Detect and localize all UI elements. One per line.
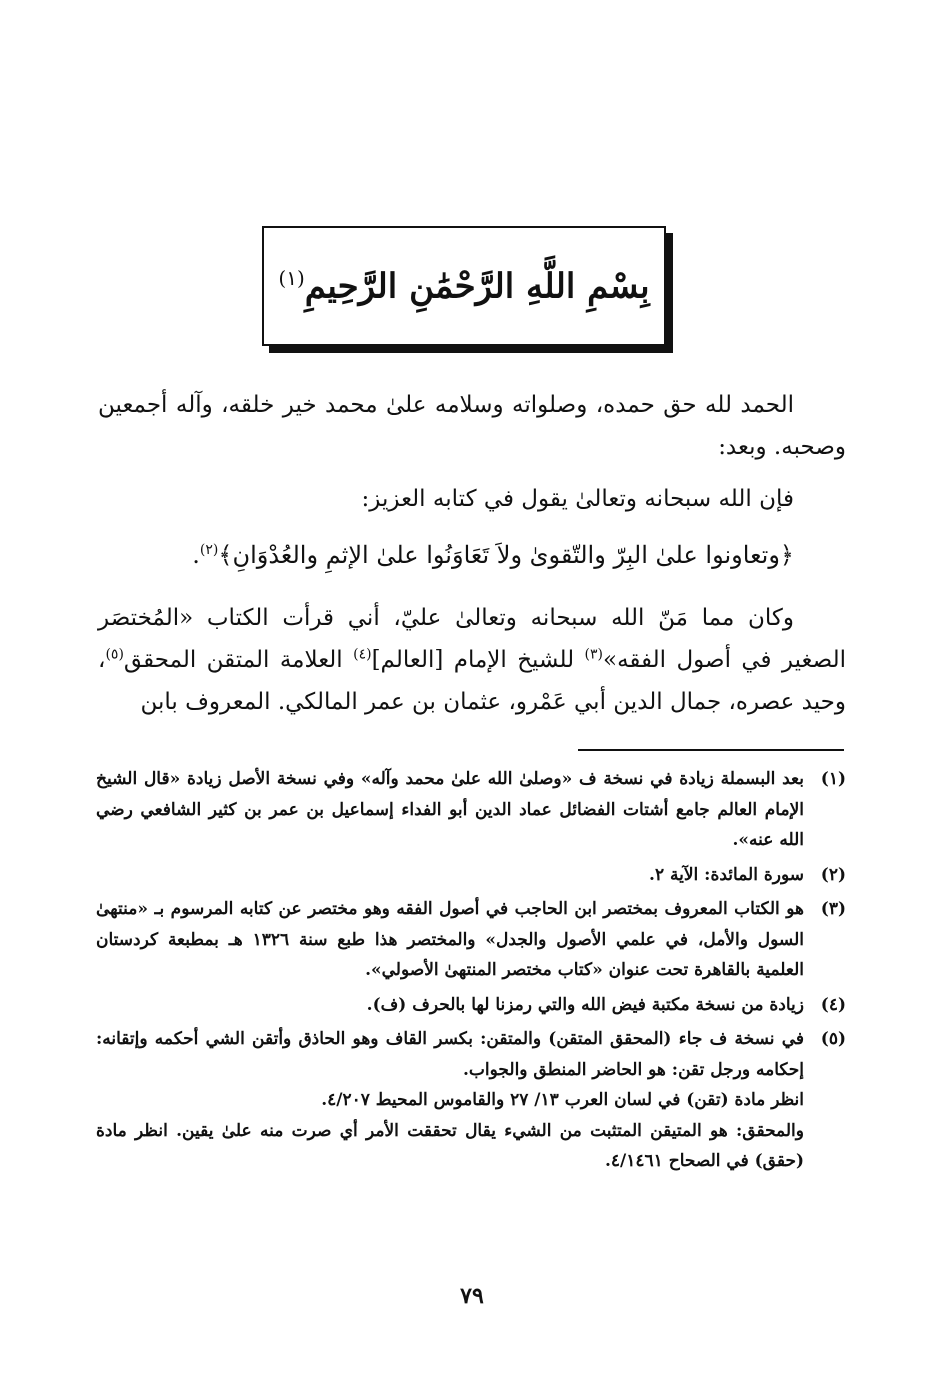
footnote-line: انظر مادة (تقن) في لسان العرب ١٣/ ٢٧ والقاموس المحيط ٤/٢٠٧. [321,1090,804,1110]
footnote-text: زيادة من نسخة مكتبة فيض الله والتي رمزنا لها بالحرف (ف). [366,994,804,1015]
paragraph-part-d: ، وحيد عصره، جمال الدين أبي عَمْرو، عثمان بن عمر المالكي. المعروف بابن [98,647,846,715]
footnote-number: (١) [820,769,846,789]
paragraph-intro [98,478,846,520]
paragraph-quran-verse [98,534,846,576]
footnote-ref-3: (٣) [584,646,603,663]
paragraph-book-reading-text [98,597,846,723]
basmala-footnote-ref: (١) [278,265,305,290]
footnote-ref-5: (٥) [105,646,124,663]
footnote-4 [96,990,846,1021]
quran-verse [98,534,846,576]
footnote-divider [578,749,844,751]
paragraph-intro-text: فإن الله سبحانه وتعالىٰ يقول في كتابه العزيز: [361,486,794,512]
footnote-number: (٥) [820,1029,846,1049]
footnote-number: (٤) [820,994,846,1015]
quran-verse-end: . [192,541,200,569]
footnote-number: (٣) [820,899,846,919]
footnote-2 [96,860,846,891]
footnote-number: (٢) [820,864,846,885]
page-number: ٧٩ [460,1283,484,1309]
footnote-ref-4: (٤) [353,646,372,663]
footnote-text [96,1024,804,1177]
paragraph-part-b: للشيخ الإمام [العالم] [371,647,585,673]
basmala-title [278,266,649,306]
paragraph-part-c: العلامة المتقن المحقق [123,647,354,673]
paragraph-part-a: وكان مما مَنّ الله سبحانه وتعالىٰ عليّ، أني قرأت الكتاب «المُختصَر الصغير في أصول الفقه» [98,605,847,673]
quran-verse-text: ﴿وتعاونوا علىٰ البِرّ والتّقوىٰ ولاَ تَعَاوَنُوا علىٰ الإثمِ والعُدْوَانِ﴾ [218,541,794,569]
footnotes-section [96,764,846,1181]
footnote-1 [96,764,846,856]
footnote-3 [96,894,846,986]
paragraph-praise-text: الحمد لله حق حمده، وصلواته وسلامه علىٰ محمد خير خلقه، وآله أجمعين وصحبه. وبعد: [98,392,846,460]
footnote-text: هو الكتاب المعروف بمختصر ابن الحاجب في أصول الفقه وهو مختصر عن كتابه المرسوم بـ «منتهىٰ السول والأمل، في علمي الأصول والجدل» والمختصر هذا طبع سنة ١٣٢٦ هـ بمطبعة كردستان العلمية بالقاهرة تحت عنوان «كتاب مختصر المنتهىٰ الأصولي». [96,899,804,980]
footnote-text: سورة المائدة: الآية ٢. [649,864,804,885]
paragraph-book-reading [98,597,846,723]
paragraph-praise [98,384,846,468]
basmala-title-box [262,226,666,346]
footnote-5 [96,1024,846,1177]
footnote-line: في نسخة ف جاء (المحقق المتقن) والمتقن: بكسر القاف وهو الحاذق وأتقن الشي أحكمه وإتقانه: إحكامه ورجل تقن: هو الحاضر المنطق والجواب. [96,1029,804,1080]
quran-verse-footnote-ref: (٢) [199,542,219,558]
footnote-line: والمحقق: هو المتيقن المتثبت من الشيء يقال تحققت الأمر أي صرت منه علىٰ يقين. انظر مادة (حقق) في الصحاح ٤/١٤٦١. [96,1120,804,1171]
basmala-text: بِسْمِ اللَّهِ الرَّحْمَٰنِ الرَّحِيمِ [304,266,650,307]
footnote-text: بعد البسملة زيادة في نسخة ف «وصلىٰ الله علىٰ محمد وآله» وفي نسخة الأصل زيادة «قال الشيخ الإمام العالم جامع أشتات الفضائل عماد الدين أبو الفداء إسماعيل بن عمر بن كثير الشافعي رضي الله عنه». [96,769,804,850]
